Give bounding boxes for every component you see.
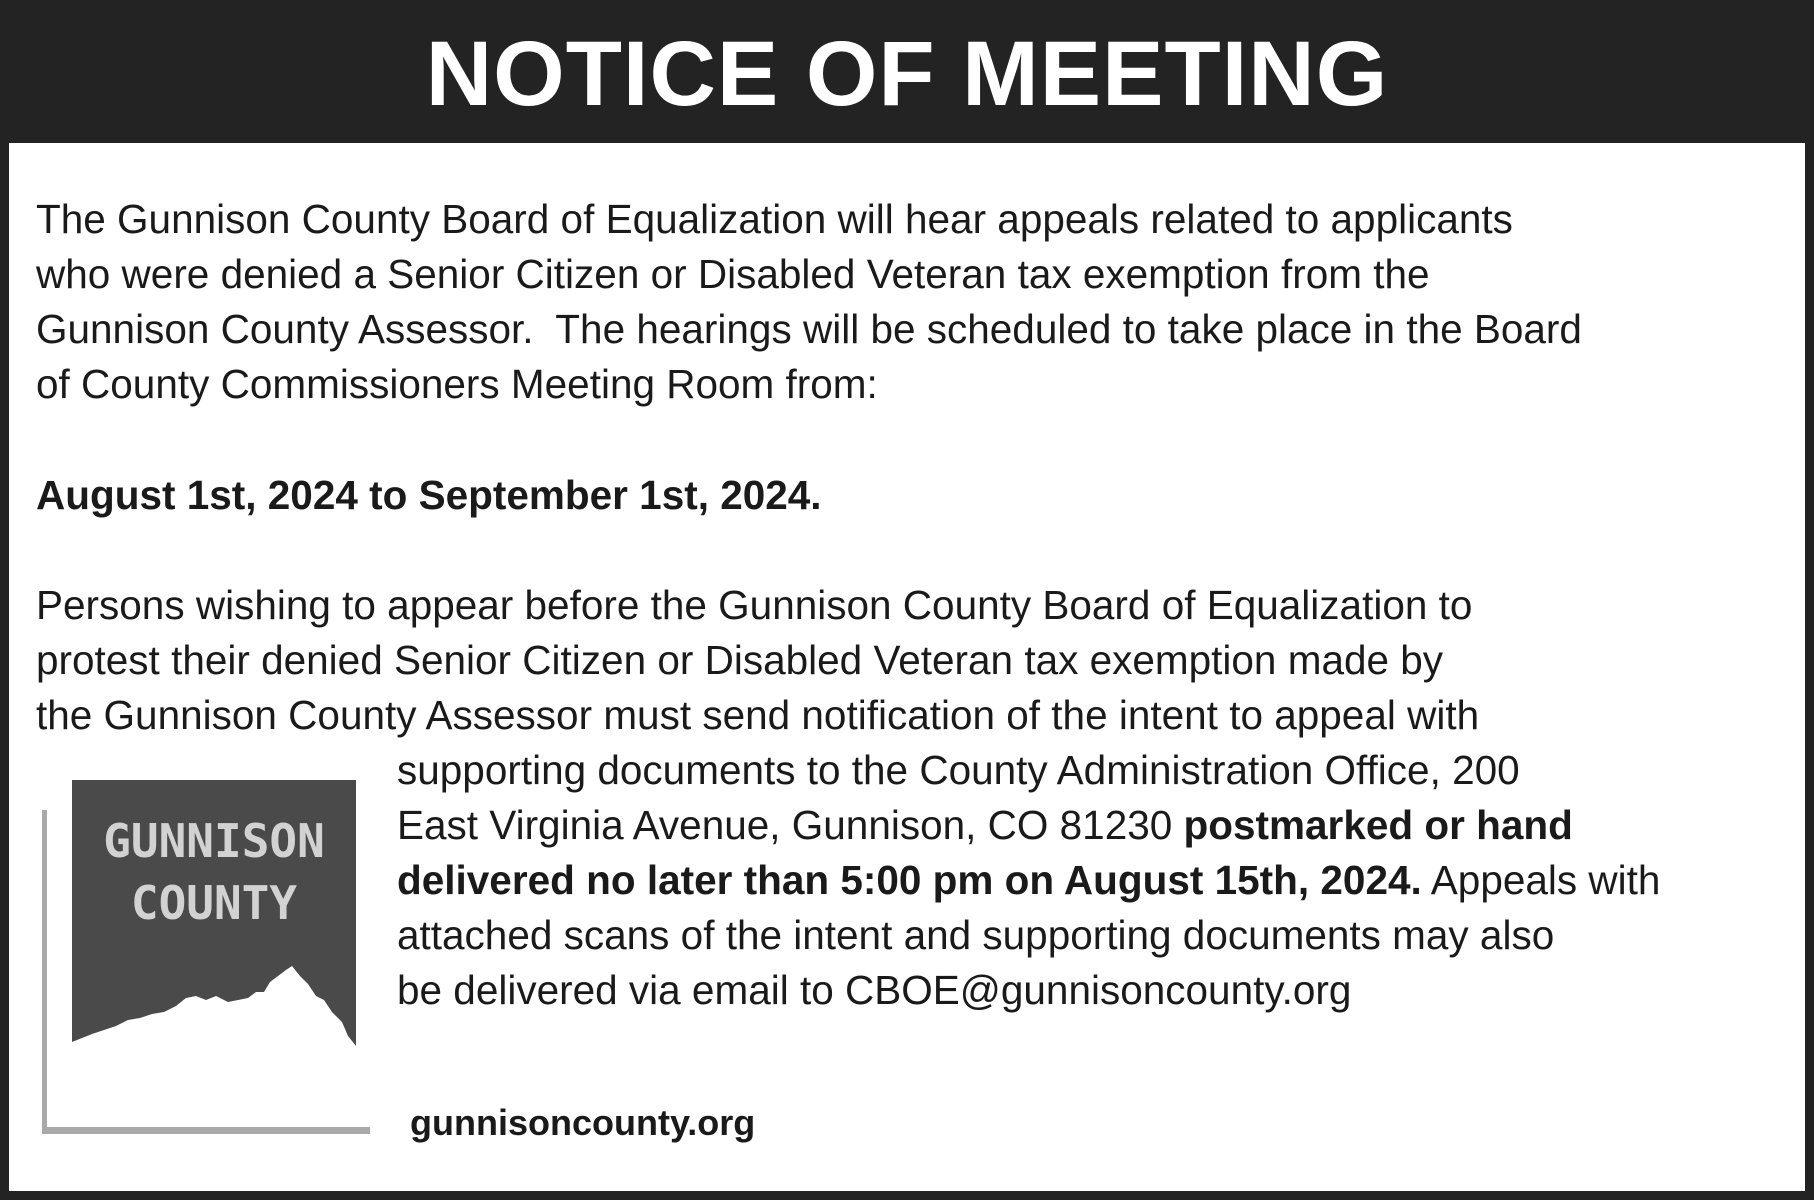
intro-paragraph: [36, 192, 1582, 412]
paragraph-line: be delivered via email to CBOE@gunnisoncounty.org: [397, 967, 1352, 1013]
page-title: NOTICE OF MEETING: [425, 22, 1389, 125]
gunnison-county-logo: [42, 778, 372, 1138]
paragraph-line: [397, 853, 1660, 908]
date-range: August 1st, 2024 to September 1st, 2024.: [36, 472, 822, 518]
appeal-paragraph: [36, 578, 1479, 743]
logo-text-line1: GUNNISON: [103, 814, 325, 868]
paragraph-line: of County Commissioners Meeting Room from:: [36, 361, 878, 407]
logo-text-line2: COUNTY: [130, 876, 298, 930]
paragraph-line: attached scans of the intent and supporting documents may also: [397, 912, 1555, 958]
paragraph-line: [397, 798, 1660, 853]
website-link[interactable]: gunnisoncounty.org: [410, 1102, 756, 1143]
deadline-text: postmarked or hand: [1183, 802, 1573, 848]
header-bar: [0, 0, 1814, 143]
paragraph-line: Persons wishing to appear before the Gunnison County Board of Equalization to: [36, 582, 1473, 628]
paragraph-line: Gunnison County Assessor. The hearings will be scheduled to take place in the Board: [36, 306, 1582, 352]
paragraph-line: the Gunnison County Assessor must send notification of the intent to appeal with: [36, 692, 1480, 738]
paragraph-line: who were denied a Senior Citizen or Disabled Veteran tax exemption from the: [36, 251, 1430, 297]
paragraph-line: The Gunnison County Board of Equalization will hear appeals related to applicants: [36, 196, 1513, 242]
appeals-text: Appeals with: [1421, 857, 1661, 903]
address-text: East Virginia Avenue, Gunnison, CO 81230: [397, 802, 1184, 848]
paragraph-line: supporting documents to the County Administration Office, 200: [397, 747, 1520, 793]
paragraph-line: protest their denied Senior Citizen or Disabled Veteran tax exemption made by: [36, 637, 1444, 683]
submission-paragraph: [397, 743, 1660, 1018]
deadline-text: delivered no later than 5:00 pm on August 15th, 2024.: [397, 857, 1422, 903]
